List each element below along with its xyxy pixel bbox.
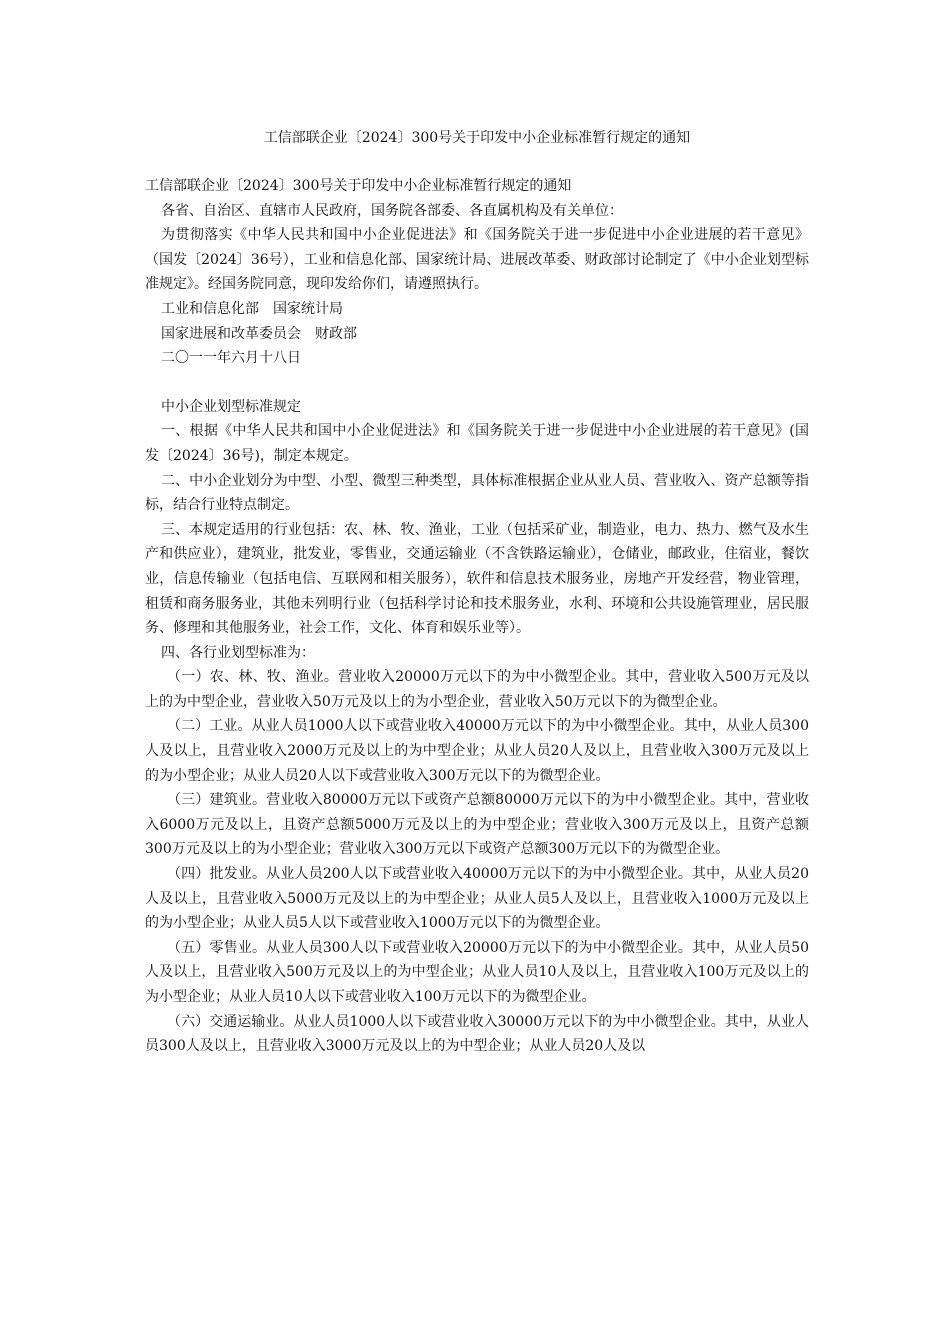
intro-paragraph: 为贯彻落实《中华人民共和国中小企业促进法》和《国务院关于进一步促进中小企业进展的若干意见》（国发〔2024〕36号），工业和信息化部、国家统计局、进展改革委、财政部讨论制定了《中小企业划型标准规定》。经国务院同意，现印发给你们，请遵照执行。 xyxy=(145,227,809,293)
item-transport: （六）交通运输业。从业人员1000人以下或营业收入30000万元以下的为中小微型企业。其中，从业人员300人及以上，且营业收入3000万元及以上的为中型企业；从业人员20人及以 xyxy=(145,1013,809,1055)
item-wholesale: （四）批发业。从业人员200人以下或营业收入40000万元以下的为中小微型企业。其中，从业人员20人及以上，且营业收入5000万元及以上的为中型企业；从业人员5人及以上，且营业收入1000万元及以上的为小型企业；从业人员5人以下或营业收入1000万元以下的为微型企业。 xyxy=(145,866,809,932)
heading-repeat: 工信部联企业〔2024〕300号关于印发中小企业标准暂行规定的通知 xyxy=(145,178,572,194)
article-3: 三、本规定适用的行业包括：农、林、牧、渔业，工业（包括采矿业，制造业，电力、热力、燃气及水生产和供应业），建筑业，批发业，零售业，交通运输业（不含铁路运输业），仓储业，邮政业，住宿业，餐饮业，信息传输业（包括电信、互联网和相关服务），软件和信息技术服务业，房地产开发经营，物业管理，租赁和商务服务业，其他未列明行业（包括科学讨论和技术服务业，水利、环境和公共设施管理业，居民服务、修理和其他服务业，社会工作，文化、体育和娱乐业等）。 xyxy=(145,521,809,637)
article-2: 二、中小企业划分为中型、小型、微型三种类型，具体标准根据企业从业人员、营业收入、资产总额等指标，结合行业特点制定。 xyxy=(145,472,809,514)
item-agriculture: （一）农、林、牧、渔业。营业收入20000万元以下的为中小微型企业。其中，营业收入500万元及以上的为中型企业，营业收入50万元及以上的为小型企业，营业收入50万元以下的为微型企业。 xyxy=(145,669,809,710)
item-industry: （二）工业。从业人员1000人以下或营业收入40000万元以下的为中小微型企业。其中，从业人员300人及以上，且营业收入2000万元及以上的为中型企业；从业人员20人及以上，且营业收入300万元及以上的为小型企业；从业人员20人以下或营业收入300万元以下的为微型企业。 xyxy=(145,718,809,784)
addressee: 各省、自治区、直辖市人民政府，国务院各部委、各直属机构及有关单位： xyxy=(161,202,623,219)
signers-line-2: 国家进展和改革委员会 财政部 xyxy=(161,325,357,342)
issue-date: 二〇一一年六月十八日 xyxy=(161,350,301,367)
article-4: 四、各行业划型标准为： xyxy=(161,644,315,661)
regulation-title: 中小企业划型标准规定 xyxy=(161,398,301,415)
signers-line-1: 工业和信息化部 国家统计局 xyxy=(161,300,343,317)
article-1: 一、根据《中华人民共和国中小企业促进法》和《国务院关于进一步促进中小企业进展的若干意见》(国发〔2024〕36号)，制定本规定。 xyxy=(145,423,809,464)
document-body xyxy=(145,174,809,1059)
document-title: 工信部联企业〔2024〕300号关于印发中小企业标准暂行规定的通知 xyxy=(263,130,691,146)
spacer xyxy=(145,371,809,395)
item-retail: （五）零售业。从业人员300人以下或营业收入20000万元以下的为中小微型企业。其中，从业人员50人及以上，且营业收入500万元及以上的为中型企业；从业人员10人及以上，且营业收入100万元及以上的为小型企业；从业人员10人以下或营业收入100万元以下的为微型企业。 xyxy=(145,939,809,1005)
item-construction: （三）建筑业。营业收入80000万元以下或资产总额80000万元以下的为中小微型企业。其中，营业收入6000万元及以上，且资产总额5000万元及以上的为中型企业；营业收入300万元及以上，且资产总额300万元及以上的为小型企业；营业收入300万元以下或资产总额300万元以下的为微型企业。 xyxy=(145,792,809,858)
